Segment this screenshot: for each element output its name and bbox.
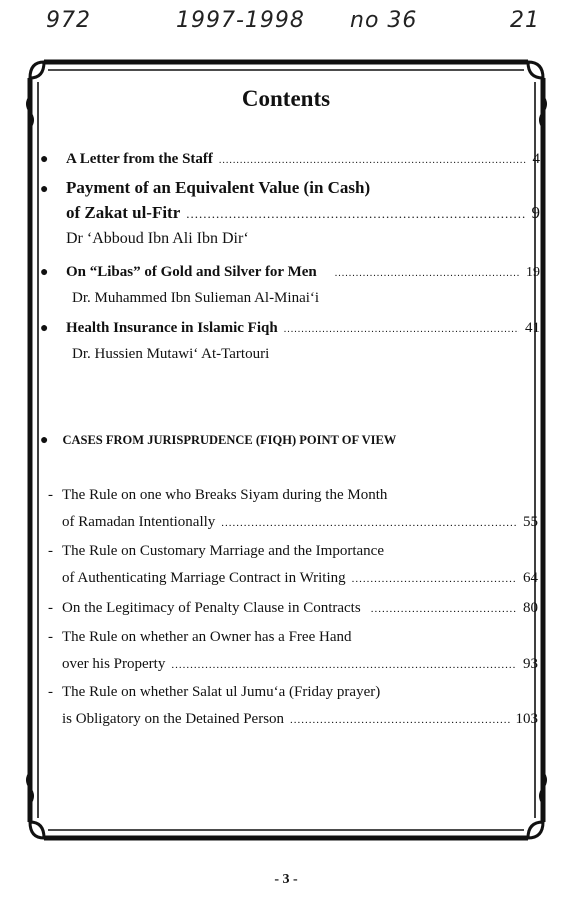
dot-leader — [335, 268, 520, 279]
entry-author: Dr. Muhammed Ibn Sulieman Al-Minai‘i — [72, 290, 320, 306]
case-title: On the Legitimacy of Penalty Clause in Contracts — [62, 600, 361, 616]
case-title-line-2: of Ramadan Intentionally — [62, 514, 216, 530]
case-entry: - The Rule on whether an Owner has a Free Hand over his Property ..... 93 — [48, 629, 538, 683]
case-entry: - The Rule on one who Breaks Siyam during the Month of Ramadan Intentionally ..... 55 — [48, 487, 538, 541]
case-title-line-2: over his Property — [62, 656, 166, 672]
handwritten-note-number: no 36 — [350, 8, 418, 33]
bullet-icon: ● — [40, 321, 49, 336]
case-entry: - The Rule on Customary Marriage and the Importance of Authenticating Marriage Contract in Writing ..... 64 — [48, 543, 538, 597]
bullet-icon: ● — [40, 182, 49, 197]
toc-entry — [40, 320, 540, 363]
toc-entry — [40, 178, 540, 248]
case-page: 55 — [523, 514, 538, 530]
case-title-line-2: is Obligatory on the Detained Person — [62, 711, 285, 727]
dot-leader — [221, 517, 517, 529]
entry-title: A Letter from the Staff — [66, 151, 213, 167]
entry-author: Dr ‘Abboud Ibn Ali Ibn Dir‘ — [66, 230, 249, 247]
dot-leader — [371, 603, 517, 615]
case-entry: - On the Legitimacy of Penalty Clause in Contracts ..... 80 — [48, 600, 538, 627]
case-title-line-1: The Rule on Customary Marriage and the Importance — [62, 543, 384, 559]
entry-page: 9 — [531, 203, 540, 222]
page-number: - 3 - — [274, 872, 298, 887]
case-title-line-1: The Rule on whether an Owner has a Free Hand — [62, 629, 352, 645]
case-page: 64 — [523, 570, 538, 586]
handwritten-note-left: 972 — [46, 8, 91, 33]
entry-page: 19 — [526, 265, 540, 280]
section-heading: ● CASES FROM JURISPRUDENCE (FIQH) POINT OF VIEW — [40, 433, 397, 448]
dot-leader — [352, 573, 517, 585]
entry-page: 41 — [525, 320, 540, 336]
page-title: Contents — [241, 86, 331, 111]
bullet-icon: ● — [40, 152, 49, 167]
case-title-line-1: The Rule on one who Breaks Siyam during the Month — [62, 487, 388, 503]
dot-leader — [290, 714, 509, 726]
case-page: 80 — [523, 600, 538, 616]
case-page: 93 — [523, 656, 538, 672]
dot-leader — [219, 155, 527, 166]
entry-title-line-1: Payment of an Equivalent Value (in Cash) — [66, 178, 371, 197]
entry-title-line-2: of Zakat ul-Fitr — [66, 203, 181, 222]
entry-title: On “Libas” of Gold and Silver for Men — [66, 264, 317, 280]
dot-leader — [171, 659, 517, 671]
toc-entry — [40, 264, 540, 307]
entry-title: Health Insurance in Islamic Fiqh — [66, 320, 278, 336]
handwritten-note-year: 1997-1998 — [176, 8, 305, 33]
handwritten-note-right: 21 — [510, 8, 540, 33]
case-entry: - The Rule on whether Salat ul Jumu‘a (Friday prayer) is Obligatory on the Detained Person ..... 103 — [48, 684, 538, 738]
entry-page: 4 — [532, 151, 540, 167]
bullet-icon: ● — [40, 433, 49, 448]
bullet-icon: ● — [40, 265, 49, 280]
case-page: 103 — [515, 711, 538, 727]
entry-author: Dr. Hussien Mutawi‘ At-Tartouri — [72, 346, 270, 362]
dot-leader — [186, 206, 525, 222]
dot-leader — [284, 324, 519, 335]
toc-entry — [40, 151, 540, 168]
case-title-line-2: of Authenticating Marriage Contract in Writing — [62, 570, 346, 586]
case-title-line-1: The Rule on whether Salat ul Jumu‘a (Friday prayer) — [62, 684, 381, 700]
